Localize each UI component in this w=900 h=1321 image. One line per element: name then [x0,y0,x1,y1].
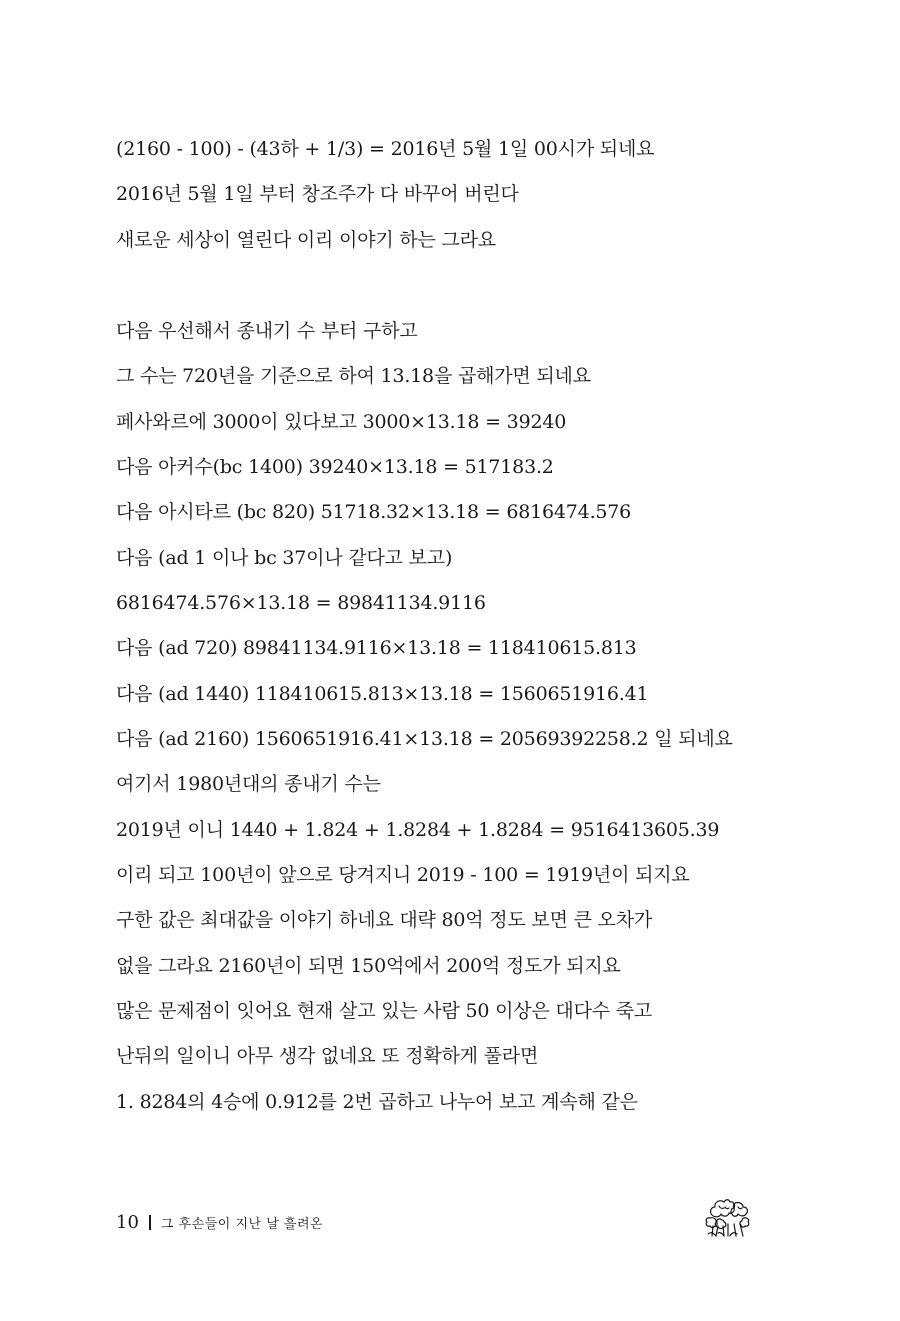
text-line: 다음 우선해서 종내기 수 부터 구하고 [116,320,418,342]
page-footer [116,1210,323,1234]
text-line: 다음 (ad 720) 89841134.9116×13.18 = 118410615.813 [116,637,637,659]
text-line: 다음 (ad 2160) 1560651916.41×13.18 = 20569392258.2 일 되네요 [116,728,733,750]
flower-bouquet-icon [704,1196,754,1238]
running-title: 그 후손들이 지난 날 흘려온 [160,1216,324,1232]
text-line: 그 수는 720년을 기준으로 하여 13.18을 곱해가면 되네요 [116,365,591,387]
text-line: 다음 (ad 1440) 118410615.813×13.18 = 1560651916.41 [116,683,649,705]
footer-divider [149,1215,151,1230]
page-number: 10 [116,1211,139,1233]
text-line: 없을 그라요 2160년이 되면 150억에서 200억 정도가 되지요 [116,955,621,977]
text-line: (2160 - 100) - (43하 + 1/3) = 2016년 5월 1일 00시가 되네요 [116,138,655,160]
text-line: 난뒤의 일이니 아무 생각 없네요 또 정확하게 풀라면 [116,1045,539,1067]
text-line: 구한 값은 최대값을 이야기 하네요 대략 80억 정도 보면 큰 오차가 [116,909,653,931]
text-line: 새로운 세상이 열린다 이리 이야기 하는 그라요 [116,229,496,251]
text-line: 1. 8284의 4승에 0.912를 2번 곱하고 나누어 보고 계속해 같은 [116,1091,638,1113]
text-line: 2019년 이니 1440 + 1.824 + 1.8284 + 1.8284 = 9516413605.39 [116,819,720,841]
text-line: 이리 되고 100년이 앞으로 당겨지니 2019 - 100 = 1919년이 되지요 [116,864,690,886]
text-line: 다음 아커수(bc 1400) 39240×13.18 = 517183.2 [116,456,554,478]
text-line: 다음 (ad 1 이나 bc 37이나 같다고 보고) [116,547,453,569]
text-line: 다음 아시타르 (bc 820) 51718.32×13.18 = 6816474.576 [116,501,632,523]
text-line: 6816474.576×13.18 = 89841134.9116 [116,592,486,614]
text-line: 많은 문제점이 잇어요 현재 살고 있는 사람 50 이상은 대다수 죽고 [116,1000,653,1022]
text-line: 여기서 1980년대의 종내기 수는 [116,773,381,795]
text-line: 2016년 5월 1일 부터 창조주가 다 바꾸어 버린다 [116,183,519,205]
text-line: 페사와르에 3000이 있다보고 3000×13.18 = 39240 [116,411,567,433]
